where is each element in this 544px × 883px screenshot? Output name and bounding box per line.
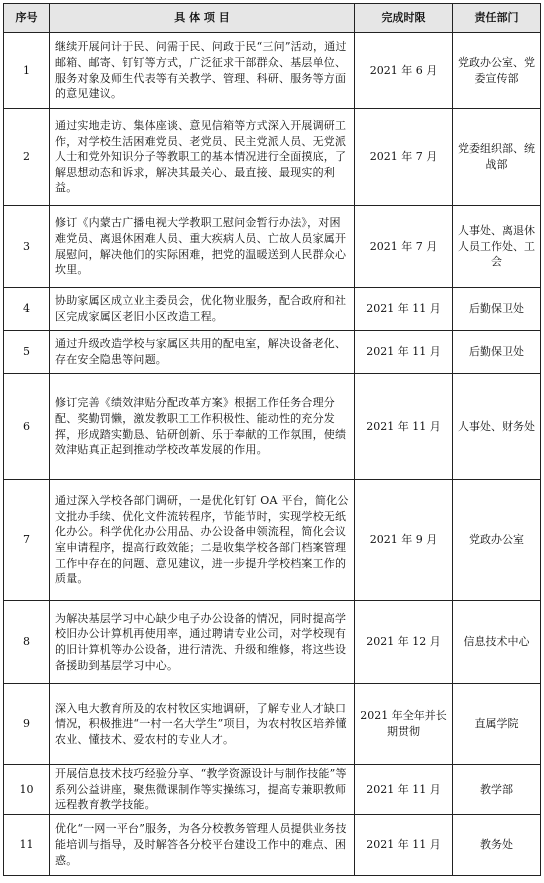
row-deadline: 2021 年 9 月 bbox=[355, 480, 453, 601]
row-item: 修订完善《绩效津贴分配改革方案》根据工作任务合理分配、奖勤罚懒，激发教职工工作积极性、能动性的充分发挥，形成踏实勤恳、钻研创新、乐于奉献的工作氛围，使绩效津贴真正起到推动学校改革发展的作用。 bbox=[50, 374, 355, 480]
task-table-document bbox=[3, 3, 540, 876]
table-row bbox=[4, 601, 541, 684]
row-no: 11 bbox=[4, 814, 50, 875]
table-header-row bbox=[4, 4, 541, 33]
row-dept: 后勤保卫处 bbox=[453, 331, 541, 374]
row-no: 10 bbox=[4, 765, 50, 815]
row-dept: 党委组织部、统战部 bbox=[453, 109, 541, 206]
row-no: 5 bbox=[4, 331, 50, 374]
row-item: 优化“一网一平台”服务，为各分校教务管理人员提供业务技能培训与指导，及时解答各分校平台建设工作中的难点、困惑。 bbox=[50, 814, 355, 875]
row-no: 7 bbox=[4, 480, 50, 601]
row-item: 通过深入学校各部门调研，一是优化钉钉 OA 平台，简化公文批办手续、优化文件流转程序，节能节时，实现学校无纸化办公。科学优化办公用品、办公设备申领流程，简化会议室申请程序，提高行政效能；二是收集学校各部门档案管理工作中存在的问题、意见建议，进一步提升学校档案工作的质量。 bbox=[50, 480, 355, 601]
row-no: 3 bbox=[4, 206, 50, 288]
row-dept: 党政办公室 bbox=[453, 480, 541, 601]
row-no: 4 bbox=[4, 288, 50, 331]
row-dept: 直属学院 bbox=[453, 684, 541, 765]
table-row bbox=[4, 765, 541, 815]
row-item: 继续开展问计于民、问需于民、问政于民“三问”活动，通过邮箱、邮寄、钉钉等方式，广泛征求干部群众、基层单位、服务对象及师生代表等有关教学、管理、科研、服务等方面的意见建议。 bbox=[50, 33, 355, 109]
table-row bbox=[4, 814, 541, 875]
row-deadline: 2021 年 11 月 bbox=[355, 765, 453, 815]
row-deadline: 2021 年 11 月 bbox=[355, 331, 453, 374]
row-dept: 信息技术中心 bbox=[453, 601, 541, 684]
row-dept: 人事处、离退休人员工作处、工会 bbox=[453, 206, 541, 288]
table-row bbox=[4, 684, 541, 765]
header-deadline: 完成时限 bbox=[355, 4, 453, 33]
row-dept: 人事处、财务处 bbox=[453, 374, 541, 480]
row-no: 9 bbox=[4, 684, 50, 765]
row-deadline: 2021 年 11 月 bbox=[355, 288, 453, 331]
row-dept: 党政办公室、党委宣传部 bbox=[453, 33, 541, 109]
row-deadline: 2021 年 7 月 bbox=[355, 109, 453, 206]
row-deadline: 2021 年 11 月 bbox=[355, 814, 453, 875]
row-deadline: 2021 年 6 月 bbox=[355, 33, 453, 109]
row-no: 8 bbox=[4, 601, 50, 684]
row-item: 为解决基层学习中心缺少电子办公设备的情况，同时提高学校旧办公计算机再使用率，通过聘请专业公司，对学校现有的旧计算机等办公设备，进行清洗、升级和维修，将这些设备援助到基层学习中心。 bbox=[50, 601, 355, 684]
row-deadline: 2021 年 11 月 bbox=[355, 374, 453, 480]
row-dept: 教务处 bbox=[453, 814, 541, 875]
row-item: 深入电大教育所及的农村牧区实地调研，了解专业人才缺口情况，积极推进“一村一名大学生”项目，为农村牧区培养懂农业、懂技术、爱农村的专业人才。 bbox=[50, 684, 355, 765]
row-dept: 教学部 bbox=[453, 765, 541, 815]
table-row bbox=[4, 331, 541, 374]
row-item: 开展信息技术技巧经验分享、“教学资源设计与制作技能”等系列公益讲座，聚焦微课制作等实操练习，提高专兼职教师远程教育教学技能。 bbox=[50, 765, 355, 815]
table-row bbox=[4, 374, 541, 480]
task-table bbox=[3, 3, 541, 876]
table-row bbox=[4, 206, 541, 288]
row-item: 协助家属区成立业主委员会，优化物业服务，配合政府和社区完成家属区老旧小区改造工程。 bbox=[50, 288, 355, 331]
row-deadline: 2021 年 7 月 bbox=[355, 206, 453, 288]
row-no: 1 bbox=[4, 33, 50, 109]
table-row bbox=[4, 288, 541, 331]
row-deadline: 2021 年 12 月 bbox=[355, 601, 453, 684]
header-dept: 责任部门 bbox=[453, 4, 541, 33]
row-item: 通过升级改造学校与家属区共用的配电室，解决设备老化、存在安全隐患等问题。 bbox=[50, 331, 355, 374]
row-item: 修订《内蒙古广播电视大学教职工慰问金暂行办法》，对困难党员、离退休困难人员、重大疾病人员、亡故人员家属开展慰问，解决他们的实际困难，把党的温暖送到人民群众心坎里。 bbox=[50, 206, 355, 288]
row-no: 2 bbox=[4, 109, 50, 206]
header-no: 序号 bbox=[4, 4, 50, 33]
row-no: 6 bbox=[4, 374, 50, 480]
row-dept: 后勤保卫处 bbox=[453, 288, 541, 331]
table-row bbox=[4, 109, 541, 206]
row-item: 通过实地走访、集体座谈、意见信箱等方式深入开展调研工作，对学校生活困难党员、老党员、民主党派人员、无党派人士和党外知识分子等教职工的基本情况进行全面摸底，了解思想动态和诉求，解决其最关心、最直接、最现实的利益。 bbox=[50, 109, 355, 206]
row-deadline: 2021 年全年并长期贯彻 bbox=[355, 684, 453, 765]
table-row bbox=[4, 480, 541, 601]
header-item: 具 体 项 目 bbox=[50, 4, 355, 33]
table-row bbox=[4, 33, 541, 109]
